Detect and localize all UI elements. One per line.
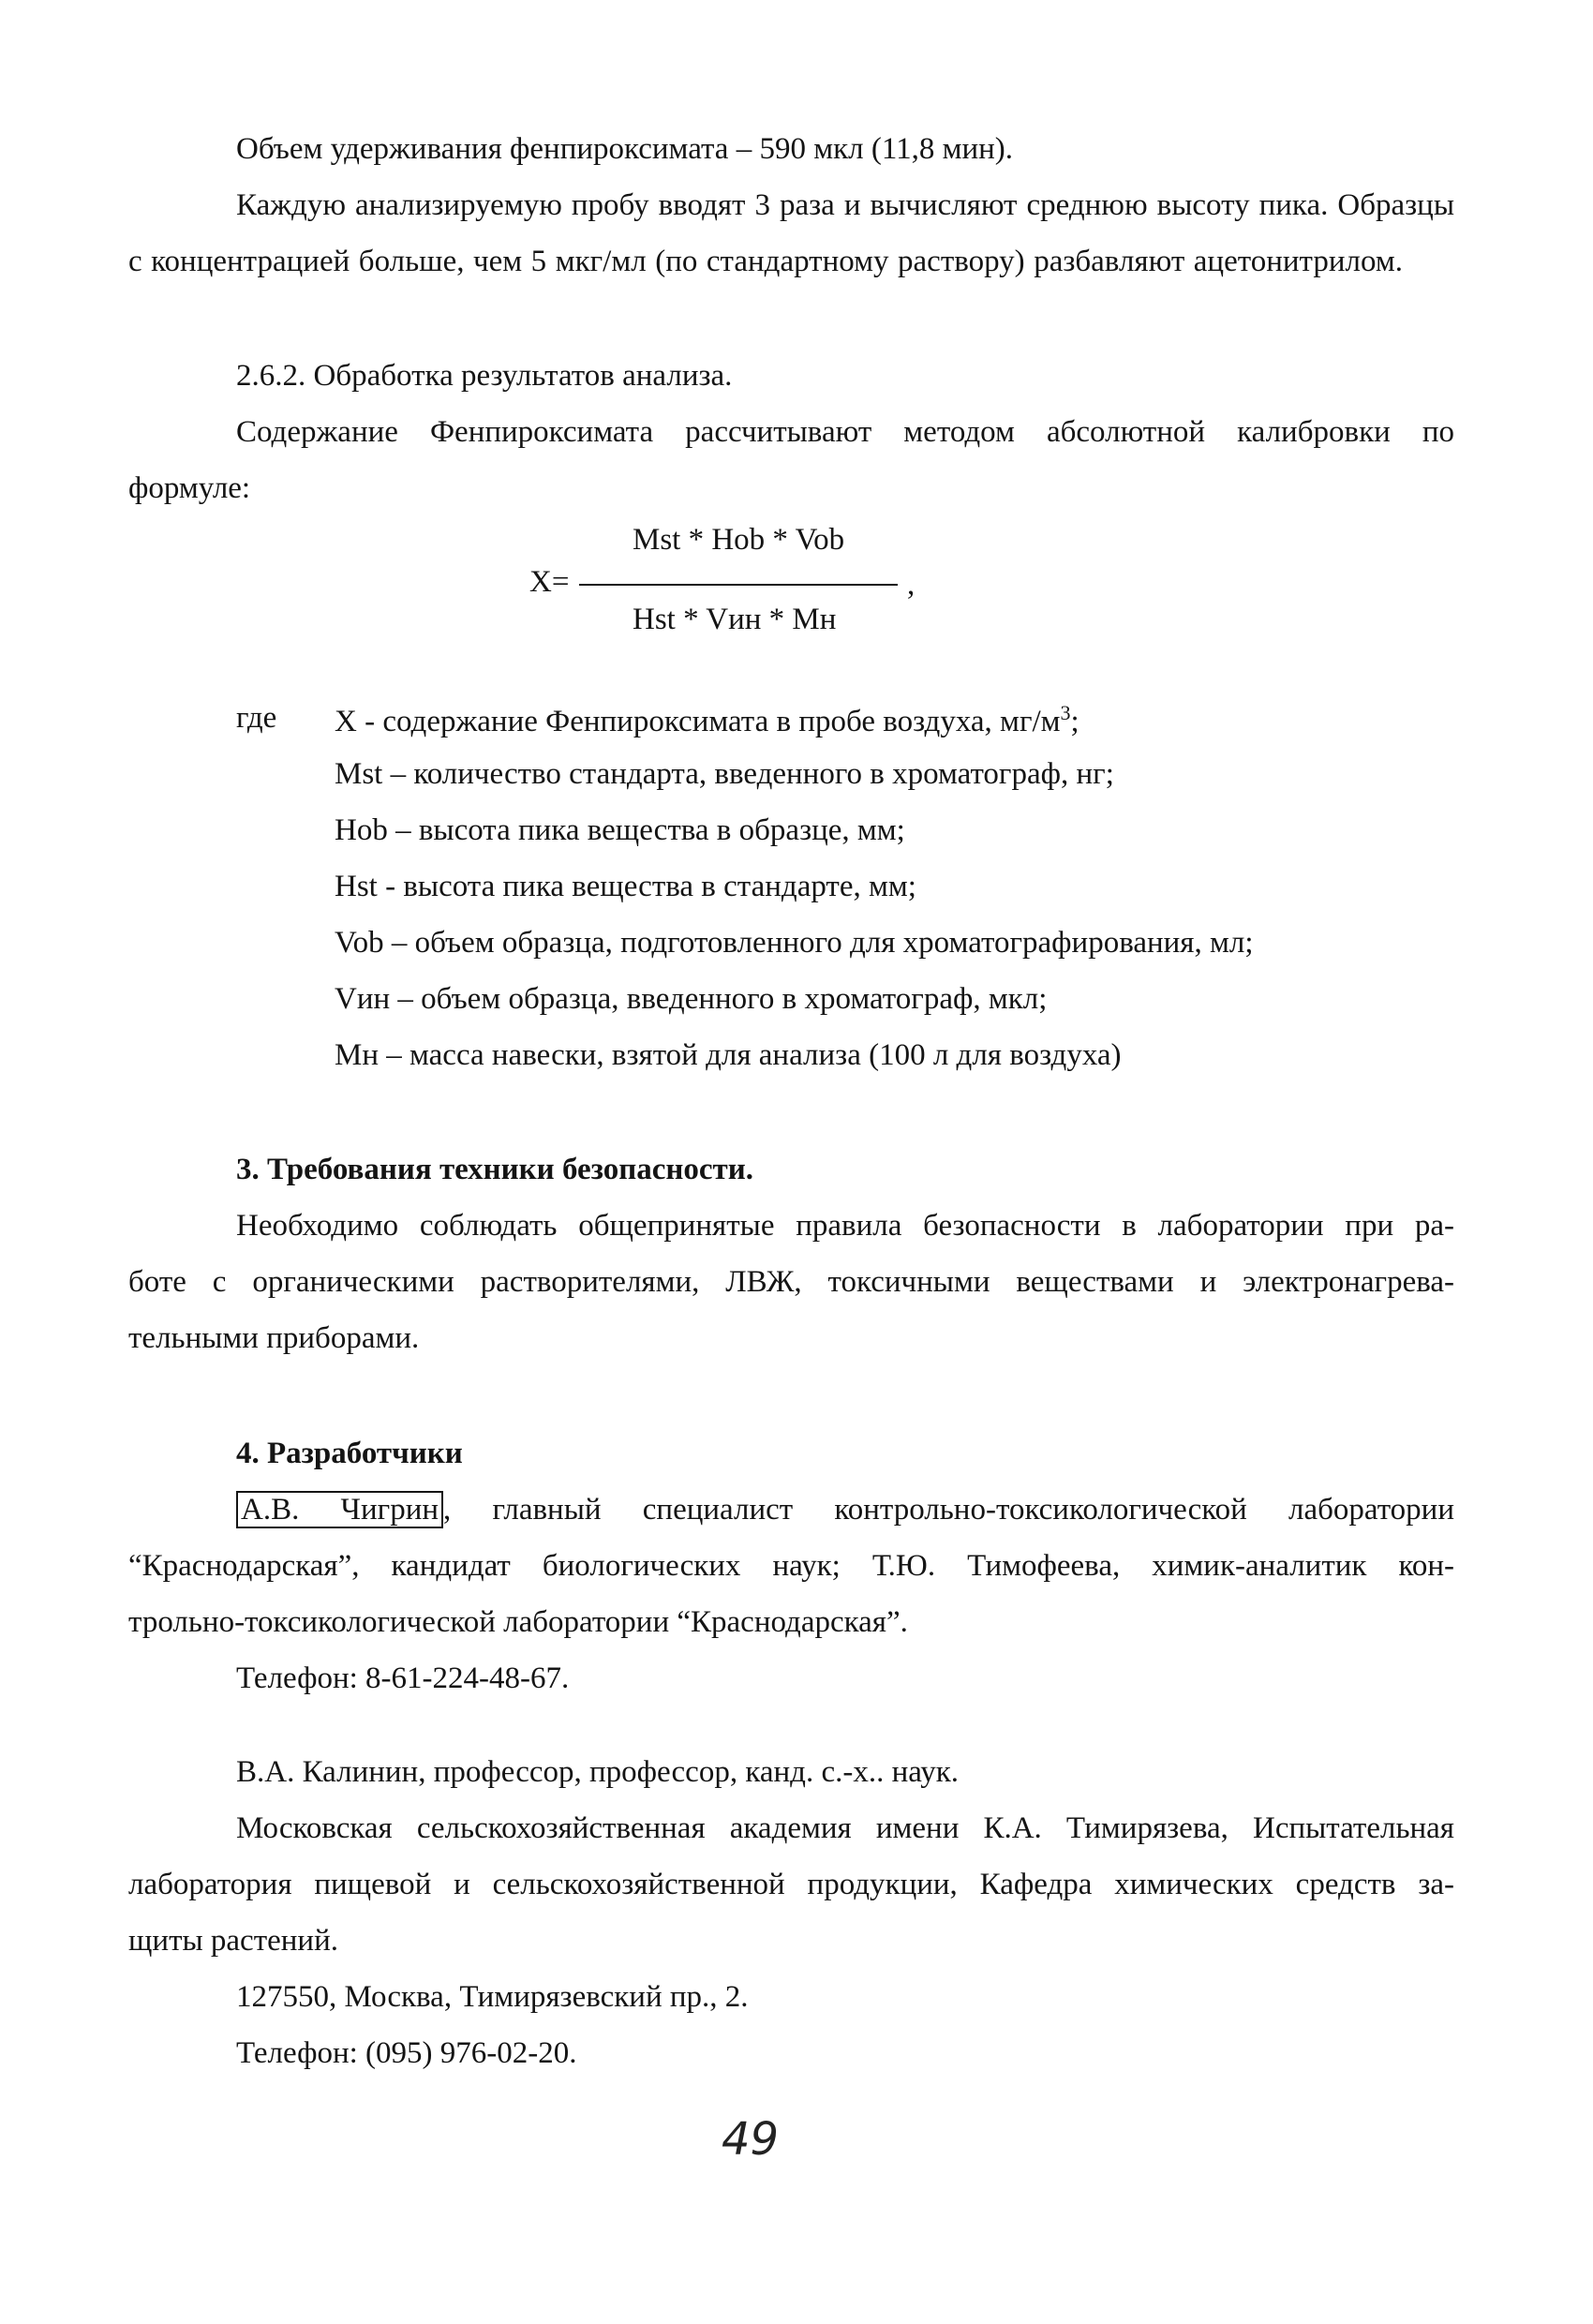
section-4-heading: 4. Разработчики bbox=[236, 1437, 463, 1470]
definition-mst: Mst – количество стандарта, введенного в хроматограф, нг; bbox=[335, 757, 1114, 791]
developer-1-name-boxed: А.В. Чигрин bbox=[236, 1491, 443, 1528]
developer-2-org-line-2: лаборатория пищевой и сельскохозяйственной продукции, Кафедра химических средств за- bbox=[128, 1868, 1454, 1901]
developer-1-line-1 bbox=[241, 1495, 1454, 1526]
developer-2-address: 127550, Москва, Тимирязевский пр., 2. bbox=[236, 1980, 749, 2014]
section-3-heading: 3. Требования техники безопасности. bbox=[236, 1153, 754, 1186]
developer-1-line-2: “Краснодарская”, кандидат биологических наук; Т.Ю. Тимофеева, химик-аналитик кон- bbox=[128, 1549, 1454, 1583]
section-2-6-2-intro-line-2: формуле: bbox=[128, 471, 251, 505]
developer-2-org-line-1: Московская сельскохозяйственная академия имени К.А. Тимирязева, Испытательная bbox=[236, 1811, 1454, 1845]
injection-line-2: с концентрацией больше, чем 5 мкг/мл (по стандартному раствору) разбавляют ацетонитрилом. bbox=[128, 245, 1403, 278]
definition-mn: Мн – масса навески, взятой для анализа (100 л для воздуха) bbox=[335, 1038, 1122, 1072]
injection-line-1: Каждую анализируемую пробу вводят 3 раза и вычисляют среднюю высоту пика. Образцы bbox=[236, 188, 1454, 222]
formula-lhs: X= bbox=[529, 565, 570, 599]
definition-x-symbol: X bbox=[335, 705, 357, 738]
developer-1-role: , главный специалист контрольно-токсикологической лаборатории bbox=[443, 1493, 1454, 1527]
developer-2-phone: Телефон: (095) 976-02-20. bbox=[236, 2036, 577, 2070]
definition-x-superscript: 3 bbox=[1060, 701, 1071, 724]
section-3-line-2: боте с органическими растворителями, ЛВЖ, токсичными веществами и электронагрева- bbox=[128, 1265, 1454, 1299]
section-2-6-2-heading: 2.6.2. Обработка результатов анализа. bbox=[236, 359, 733, 393]
developer-1-phone: Телефон: 8-61-224-48-67. bbox=[236, 1661, 570, 1695]
page-number: 49 bbox=[722, 2113, 780, 2166]
retention-line: Объем удерживания фенпироксимата – 590 мкл (11,8 мин). bbox=[236, 132, 1014, 166]
developer-2-name: В.А. Калинин, профессор, профессор, канд. с.-х.. наук. bbox=[236, 1755, 960, 1789]
definition-vin: Vин – объем образца, введенного в хроматограф, мкл; bbox=[335, 982, 1048, 1016]
formula-denominator: Hst * Vин * Мн bbox=[633, 603, 837, 636]
fraction-bar bbox=[579, 584, 898, 586]
developer-2-org-line-3: щиты растений. bbox=[128, 1924, 339, 1958]
section-3-line-3: тельными приборами. bbox=[128, 1321, 420, 1355]
definition-x bbox=[335, 703, 1079, 737]
definition-x-text: - содержание Фенпироксимата в пробе воздуха, мг/м bbox=[356, 705, 1061, 738]
where-word: где bbox=[236, 701, 277, 735]
definition-hob: Hob – высота пика вещества в образце, мм; bbox=[335, 813, 905, 847]
definition-vob: Vob – объем образца, подготовленного для хроматографирования, мл; bbox=[335, 926, 1254, 960]
definition-x-end: ; bbox=[1070, 705, 1079, 738]
section-3-line-1: Необходимо соблюдать общепринятые правила безопасности в лаборатории при ра- bbox=[236, 1209, 1454, 1243]
definition-hst: Hst - высота пика вещества в стандарте, мм; bbox=[335, 870, 916, 903]
section-2-6-2-intro-line-1: Содержание Фенпироксимата рассчитывают методом абсолютной калибровки по bbox=[236, 415, 1454, 449]
formula-comma: , bbox=[907, 568, 916, 602]
formula-numerator: Mst * Hob * Vob bbox=[633, 523, 845, 557]
developer-1-line-3: трольно-токсикологической лаборатории “Краснодарская”. bbox=[128, 1605, 908, 1639]
